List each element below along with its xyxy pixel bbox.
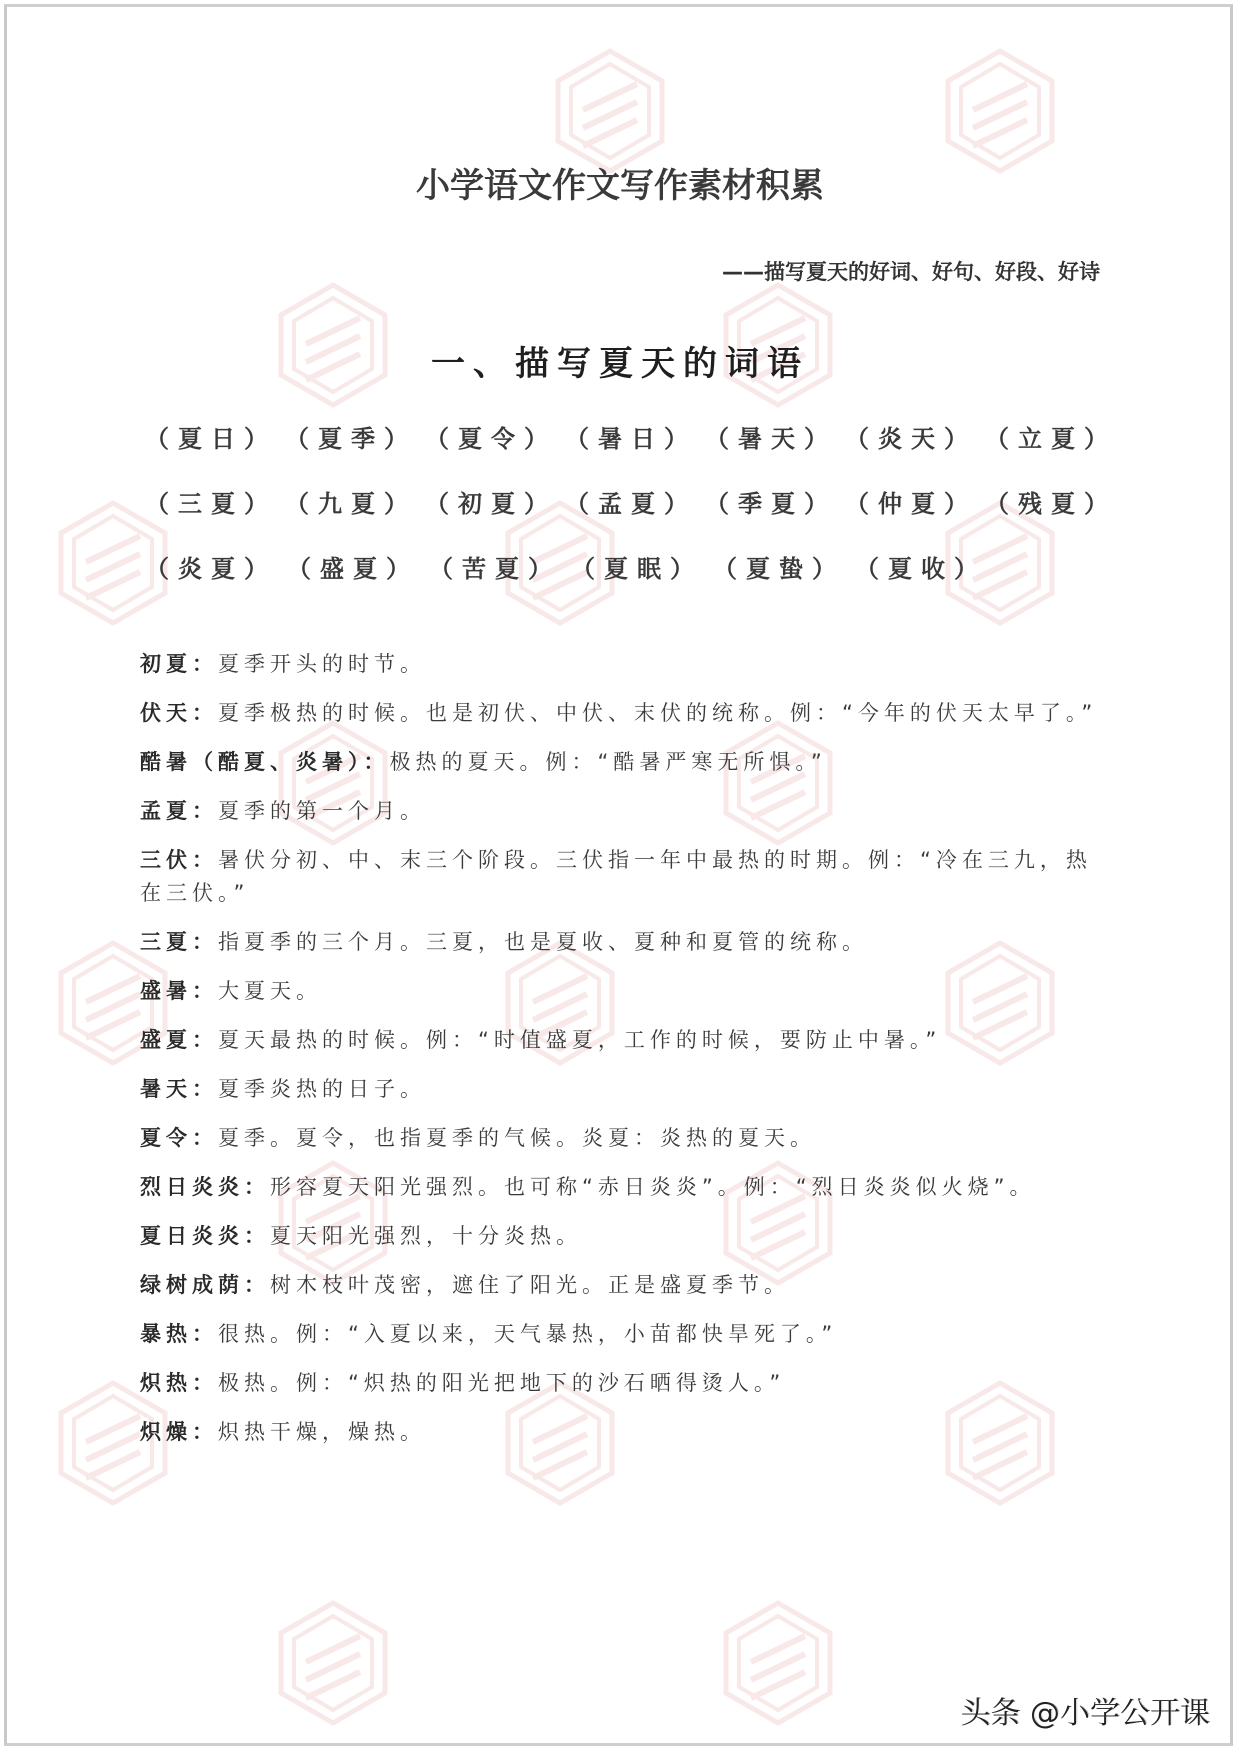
definition-item <box>140 844 1100 910</box>
definition-text: 夏季开头的时节。 <box>218 652 426 676</box>
definition-text: 夏天最热的时候。例：“时值盛夏，工作的时候，要防止中暑。” <box>218 1028 942 1052</box>
definition-text: 树木枝叶茂密，遮住了阳光。正是盛夏季节。 <box>270 1273 790 1297</box>
word-item: （暑日） <box>565 425 697 453</box>
word-row <box>145 534 1125 599</box>
definition-text: 指夏季的三个月。三夏，也是夏收、夏种和夏管的统称。 <box>218 930 868 954</box>
definition-term: 三伏： <box>140 848 218 872</box>
word-item: （夏蛰） <box>713 555 845 583</box>
word-item: （炎天） <box>845 425 977 453</box>
definition-text: 大夏天。 <box>218 979 322 1003</box>
definition-item <box>140 1269 1100 1302</box>
definition-item <box>140 975 1100 1008</box>
word-item: （夏令） <box>425 425 557 453</box>
definition-item <box>140 1122 1100 1155</box>
document-title: 小学语文作文写作素材积累 <box>416 166 824 206</box>
definition-term: 夏令： <box>140 1126 218 1150</box>
definition-item <box>140 1024 1100 1057</box>
word-item: （夏季） <box>285 425 417 453</box>
definition-term: 伏天： <box>140 701 218 725</box>
word-row <box>145 404 1125 469</box>
word-item: （夏收） <box>855 555 987 583</box>
definition-item <box>140 1367 1100 1400</box>
definition-item <box>140 795 1100 828</box>
word-item: （苦夏） <box>429 555 561 583</box>
definition-item <box>140 746 1100 779</box>
word-item: （仲夏） <box>845 490 977 518</box>
word-item: （立夏） <box>985 425 1117 453</box>
definition-text: 暑伏分初、中、末三个阶段。三伏指一年中最热的时期。例：“冷在三九，热在三伏。” <box>140 848 1092 905</box>
definition-text: 夏季的第一个月。 <box>218 799 426 823</box>
definition-item <box>140 648 1100 681</box>
definition-term: 盛夏： <box>140 1028 218 1052</box>
definition-text: 夏天阳光强烈，十分炎热。 <box>270 1224 582 1248</box>
definition-item <box>140 1073 1100 1106</box>
document-subtitle: ——描写夏天的好词、好句、好段、好诗 <box>722 260 1100 284</box>
definition-text: 形容夏天阳光强烈。也可称“赤日炎炎”。例：“烈日炎炎似火烧”。 <box>270 1175 1036 1199</box>
footer-brand-watermark: 头条 @小学公开课 <box>960 1696 1210 1731</box>
word-item: （孟夏） <box>565 490 697 518</box>
definition-item <box>140 1220 1100 1253</box>
definition-item <box>140 926 1100 959</box>
definition-term: 炽燥： <box>140 1420 218 1444</box>
definition-text: 很热。例：“入夏以来，天气暴热，小苗都快旱死了。” <box>218 1322 838 1346</box>
definition-term: 酷暑（酷夏、炎暑）： <box>140 750 390 774</box>
word-row <box>145 469 1125 534</box>
definition-list <box>140 648 1100 1465</box>
definition-term: 暴热： <box>140 1322 218 1346</box>
definition-item <box>140 1171 1100 1204</box>
word-item: （夏眠） <box>571 555 703 583</box>
definition-term: 初夏： <box>140 652 218 676</box>
section-title: 一、描写夏天的词语 <box>431 344 809 384</box>
definition-text: 夏季。夏令，也指夏季的气候。炎夏：炎热的夏天。 <box>218 1126 816 1150</box>
word-item: （初夏） <box>425 490 557 518</box>
word-item: （九夏） <box>285 490 417 518</box>
definition-term: 孟夏： <box>140 799 218 823</box>
definition-item <box>140 1318 1100 1351</box>
definition-term: 三夏： <box>140 930 218 954</box>
definition-text: 极热的夏天。例：“酷暑严寒无所惧。” <box>389 750 827 774</box>
definition-text: 夏季极热的时候。也是初伏、中伏、末伏的统称。例：“今年的伏天太早了。” <box>218 701 1098 725</box>
definition-item <box>140 1416 1100 1449</box>
definition-term: 炽热： <box>140 1371 218 1395</box>
definition-text: 炽热干燥，燥热。 <box>218 1420 426 1444</box>
definition-term: 绿树成荫： <box>140 1273 270 1297</box>
word-item: （夏日） <box>145 425 277 453</box>
definition-term: 暑天： <box>140 1077 218 1101</box>
word-item: （季夏） <box>705 490 837 518</box>
word-item: （残夏） <box>985 490 1117 518</box>
definition-text: 夏季炎热的日子。 <box>218 1077 426 1101</box>
definition-text: 极热。例：“炽热的阳光把地下的沙石晒得烫人。” <box>218 1371 786 1395</box>
word-grid <box>145 404 1125 599</box>
word-item: （三夏） <box>145 490 277 518</box>
definition-term: 盛暑： <box>140 979 218 1003</box>
definition-item <box>140 697 1100 730</box>
word-item: （盛夏） <box>287 555 419 583</box>
definition-term: 烈日炎炎： <box>140 1175 270 1199</box>
word-item: （炎夏） <box>145 555 277 583</box>
definition-term: 夏日炎炎： <box>140 1224 270 1248</box>
word-item: （暑天） <box>705 425 837 453</box>
